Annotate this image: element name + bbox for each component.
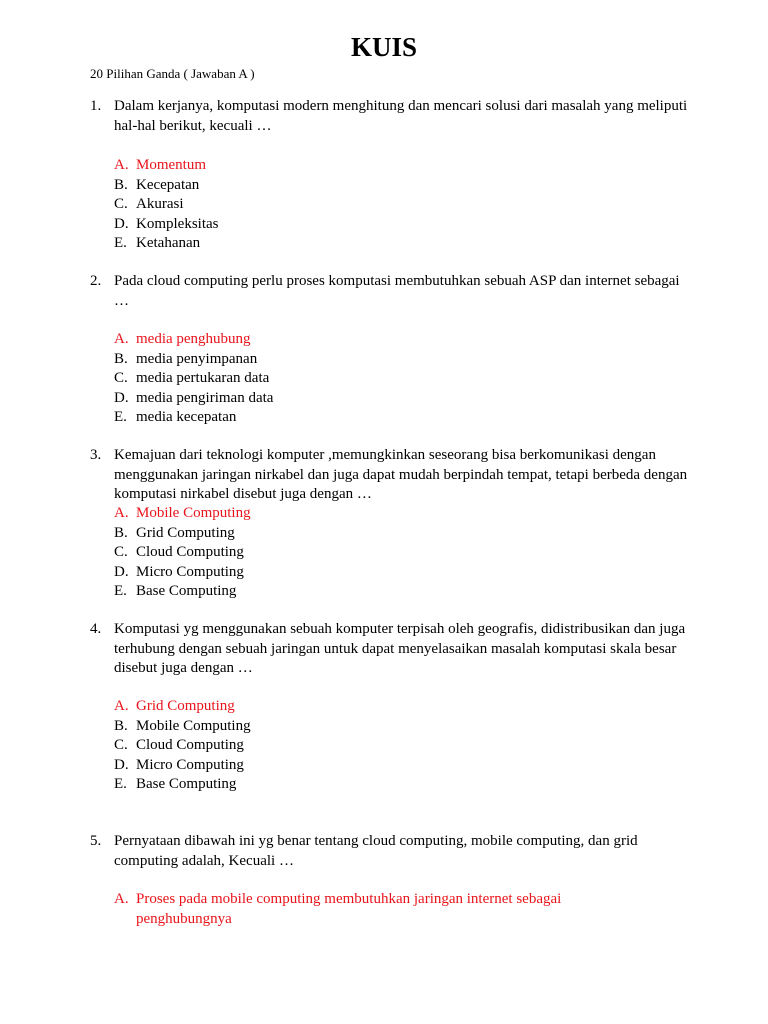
option-list [114, 156, 656, 254]
option-text: Base Computing [136, 583, 237, 599]
option-text: Momentum [136, 157, 206, 173]
question-1 [90, 97, 690, 251]
option-d [114, 389, 656, 409]
option-list [114, 890, 616, 929]
question-number: 4. [90, 621, 102, 637]
option-c [114, 369, 656, 389]
option-d [114, 563, 656, 583]
option-a-correct [114, 330, 656, 350]
option-text: Kecepatan [136, 176, 200, 193]
page-title: KUIS [350, 32, 418, 62]
option-c [114, 543, 656, 563]
option-text: Micro Computing [136, 563, 244, 580]
option-letter: E. [114, 776, 127, 792]
option-text: Akurasi [136, 196, 184, 212]
option-e [114, 582, 656, 602]
option-text: media penghubung [136, 331, 251, 347]
option-b [114, 717, 656, 737]
option-letter: D. [114, 756, 129, 773]
option-b [114, 176, 656, 196]
option-letter: C. [114, 196, 128, 212]
question-2 [90, 272, 690, 425]
question-number: 3. [90, 447, 102, 463]
question-text: Kemajuan dari teknologi komputer ,memungkinkan seseorang bisa berkomunikasi dengan menggunakan jaringan nirkabel dan juga dapat mudah berpindah tempat, tetapi berbeda dengan komputasi nirkabel disebut juga dengan … [114, 447, 688, 502]
option-letter: B. [114, 524, 128, 541]
option-e [114, 775, 656, 795]
question-number: 1. [90, 98, 102, 114]
option-list [114, 504, 656, 602]
option-text: Ketahanan [136, 235, 201, 251]
option-text: media pengiriman data [136, 389, 274, 406]
option-letter: D. [114, 389, 129, 406]
option-text: Proses pada mobile computing membutuhkan jaringan internet sebagai penghubungnya [136, 891, 562, 927]
option-e [114, 234, 656, 254]
option-a-correct [114, 156, 656, 176]
option-c [114, 736, 656, 756]
question-4 [90, 620, 690, 792]
option-letter: B. [114, 350, 128, 367]
option-letter: A. [114, 331, 129, 347]
option-text: Micro Computing [136, 756, 244, 773]
option-letter: B. [114, 717, 128, 734]
option-letter: D. [114, 563, 129, 580]
option-text: Grid Computing [136, 524, 235, 541]
question-text: Dalam kerjanya, komputasi modern menghitung dan mencari solusi dari masalah yang meliputi hal-hal berikut, kecuali … [114, 98, 688, 134]
option-list [114, 330, 656, 428]
question-5 [90, 832, 690, 927]
option-text: media kecepatan [136, 409, 237, 425]
option-text: Grid Computing [136, 698, 235, 714]
option-letter: D. [114, 215, 129, 232]
option-letter: E. [114, 235, 127, 251]
question-text: Komputasi yg menggunakan sebuah komputer terpisah oleh geografis, didistribusikan dan juga terhubung dengan sebuah jaringan untuk dapat menyelasaikan masalah komputasi skala besar disebut juga dengan … [114, 621, 686, 676]
option-text: Cloud Computing [136, 737, 244, 753]
option-text: Cloud Computing [136, 544, 244, 560]
option-letter: A. [114, 698, 129, 714]
question-text: Pernyataan dibawah ini yg benar tentang cloud computing, mobile computing, dan grid computing adalah, Kecuali … [114, 833, 638, 869]
question-text: Pada cloud computing perlu proses komputasi membutuhkan sebuah ASP dan internet sebagai … [114, 273, 680, 309]
question-number: 5. [90, 833, 102, 849]
option-b [114, 524, 656, 544]
option-letter: B. [114, 176, 128, 193]
option-letter: E. [114, 583, 127, 599]
option-d [114, 756, 656, 776]
option-letter: A. [114, 505, 129, 521]
option-text: Base Computing [136, 776, 237, 792]
option-text: Kompleksitas [136, 215, 219, 232]
option-a-correct [114, 504, 656, 524]
option-text: Mobile Computing [136, 717, 251, 734]
option-text: Mobile Computing [136, 505, 251, 521]
option-letter: A. [114, 891, 129, 907]
option-letter: C. [114, 544, 128, 560]
question-3 [90, 446, 690, 599]
option-letter: A. [114, 157, 129, 173]
option-list [114, 697, 656, 795]
option-a-correct [114, 890, 616, 929]
option-d [114, 215, 656, 235]
option-b [114, 350, 656, 370]
option-text: media penyimpanan [136, 350, 258, 367]
question-number: 2. [90, 273, 102, 289]
option-letter: C. [114, 737, 128, 753]
option-letter: E. [114, 409, 127, 425]
option-c [114, 195, 656, 215]
quiz-subtitle: 20 Pilihan Ganda ( Jawaban A ) [90, 66, 255, 81]
option-e [114, 408, 656, 428]
option-text: media pertukaran data [136, 370, 270, 386]
option-a-correct [114, 697, 656, 717]
option-letter: C. [114, 370, 128, 386]
